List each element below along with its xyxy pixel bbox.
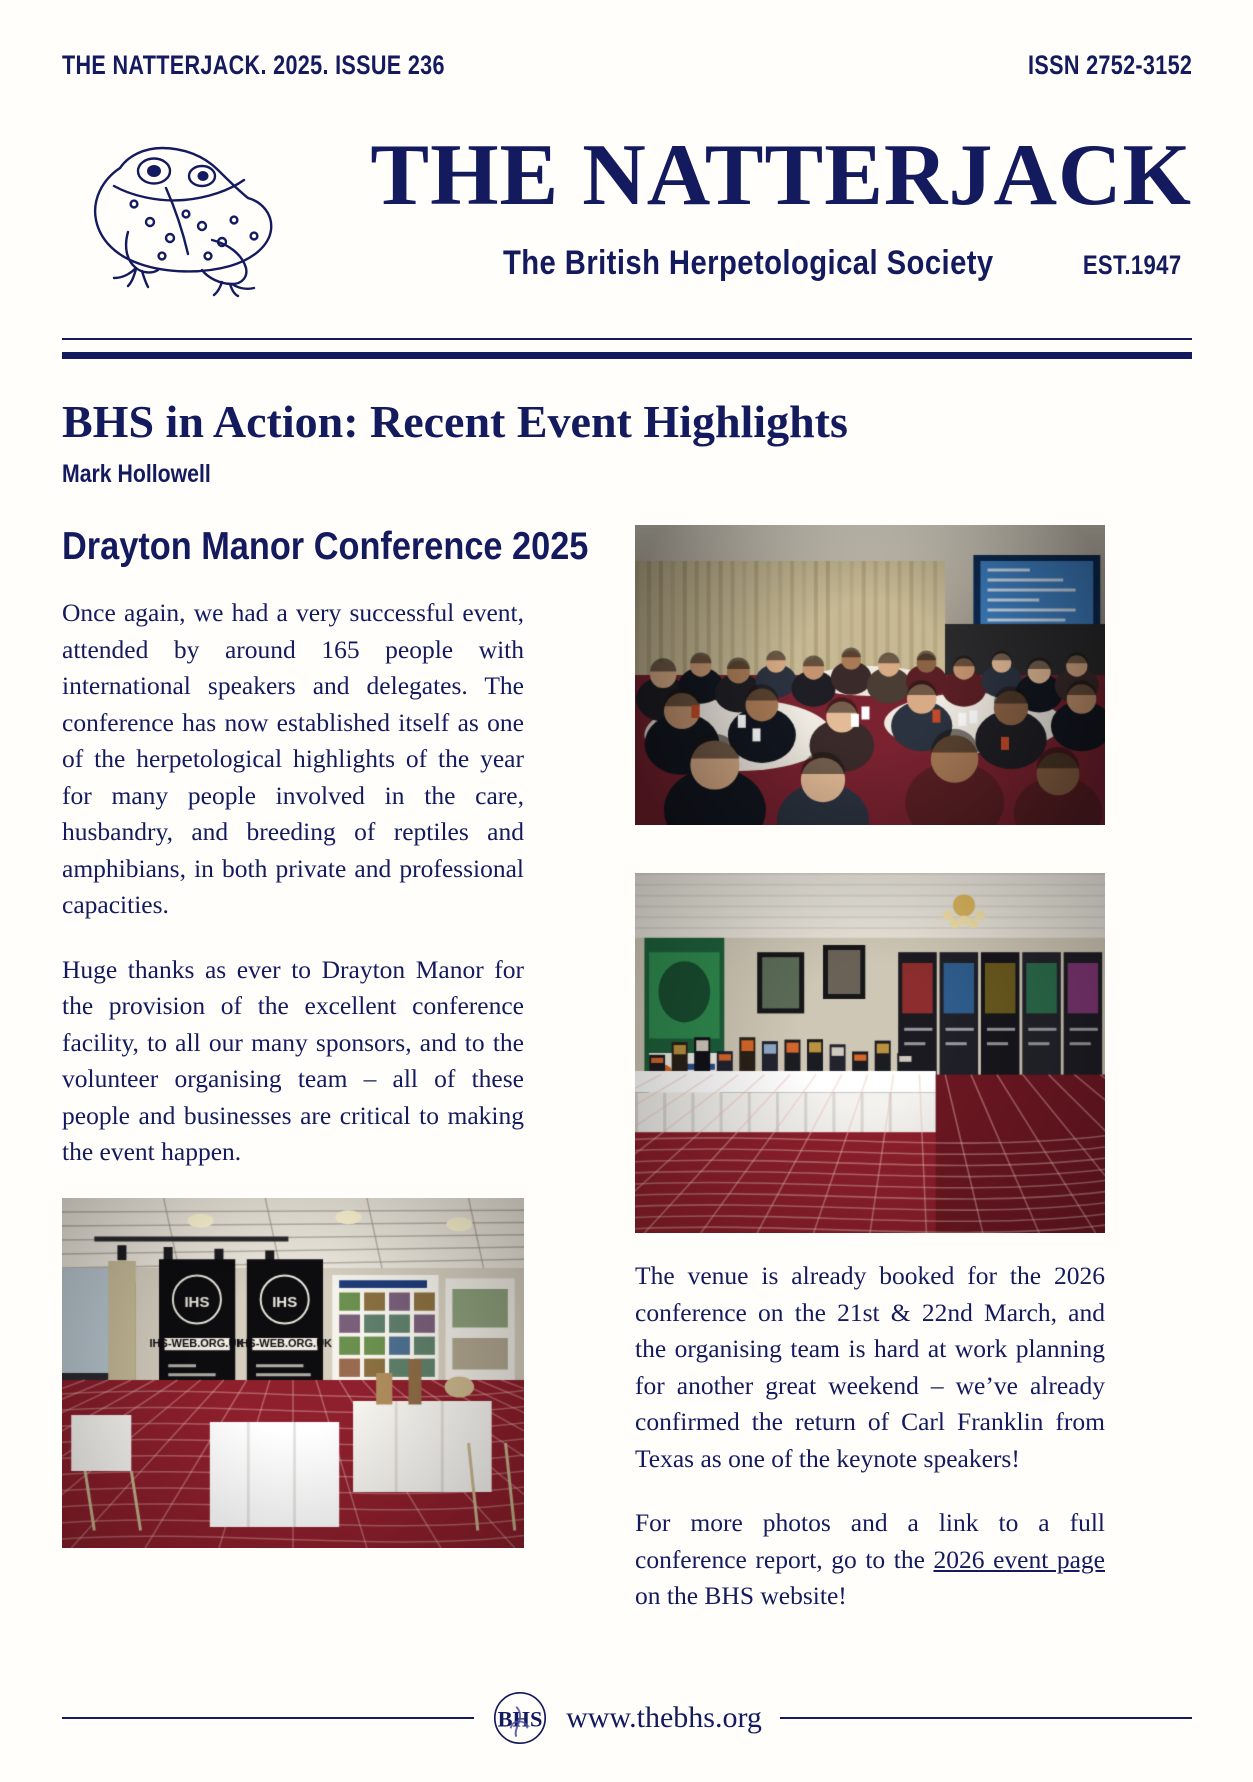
svg-text:BHS: BHS: [497, 1706, 543, 1732]
footer-rule-right: [780, 1717, 1192, 1719]
issue-identifier: THE NATTERJACK. 2025. ISSUE 236: [62, 50, 445, 80]
footer-website-url: www.thebhs.org: [566, 1701, 762, 1734]
masthead: [62, 122, 1192, 302]
photo-conference-hall: [635, 525, 1105, 825]
left-paragraph-1: Once again, we had a very successful event, attended by around 165 people with international speakers and delegates. The conference has now established itself as one of the herpetological highlights of the year for many people involved in the care, husbandry, and breeding of reptiles and amphibians, in both private and professional capacities.: [62, 598, 524, 919]
left-paragraph-2: Huge thanks as ever to Drayton Manor for the provision of the excellent conference facility, to all our many sponsors, and to the volunteer organising team – all of these people and businesses are critical to making the event happen.: [62, 954, 524, 1166]
right-paragraph-2: [635, 1505, 1105, 1615]
footer-rule-left: [62, 1717, 474, 1719]
right-column: [635, 1258, 1105, 1615]
issn-number: ISSN 2752-3152: [1027, 50, 1192, 80]
right-paragraph-1: The venue is already booked for the 2026 conference on the 21st & 22nd March, and the organising team is hard at work planning for another great weekend – we’ve already confirmed the return of Carl Franklin from Texas as one of the keynote speakers!: [635, 1261, 1105, 1473]
page-footer: [62, 1690, 1192, 1746]
masthead-divider-thick: [62, 352, 1192, 359]
link-trail-text: on the BHS website!: [635, 1581, 847, 1610]
article-byline: Mark Hollowell: [62, 460, 211, 488]
page-header-bar: [62, 50, 1192, 81]
masthead-divider-thin: [62, 338, 1192, 340]
photo-trade-stands: [635, 873, 1105, 1233]
left-column: [62, 525, 589, 1171]
photo-display-stands: [62, 1198, 524, 1548]
bhs-logo-icon: [492, 1690, 548, 1746]
section-heading: Drayton Manor Conference 2025: [62, 525, 589, 568]
event-page-link[interactable]: 2026 event page: [933, 1544, 1106, 1574]
article-title: BHS in Action: Recent Event Highlights: [62, 396, 848, 447]
masthead-subtitle-row: [463, 244, 1192, 283]
masthead-title: THE NATTERJACK: [370, 127, 1192, 224]
society-name: The British Herpetological Society: [503, 244, 994, 282]
natterjack-toad-icon: [62, 128, 292, 298]
established-year: EST.1947: [1082, 250, 1182, 280]
link-lead-text: For more photos and a link to a full conference report, go to the: [635, 1508, 1105, 1574]
